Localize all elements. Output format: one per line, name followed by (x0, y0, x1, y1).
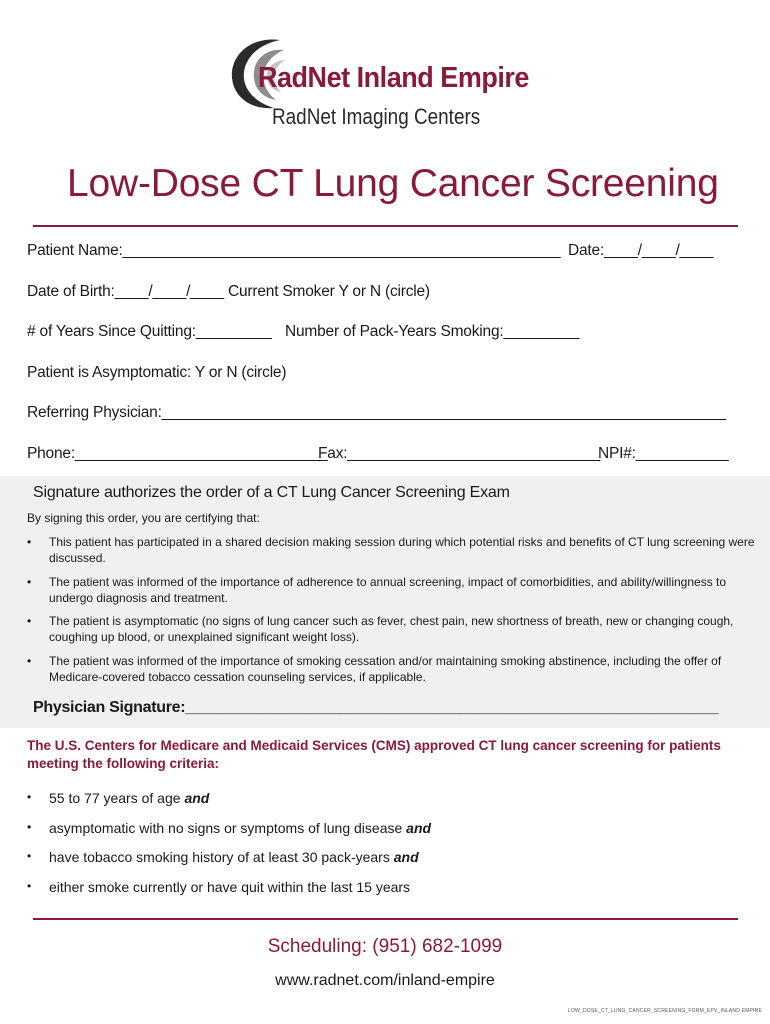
date-field[interactable]: Date:____/____/____ (568, 242, 714, 259)
criteria-text: asymptomatic with no signs or symptoms of lung disease (49, 820, 407, 836)
asymptomatic-field[interactable]: Patient is Asymptomatic: Y or N (circle) (27, 364, 287, 381)
criteria-emphasis: and (406, 820, 432, 836)
criteria-text: either smoke currently or have quit within the last 15 years (49, 879, 411, 895)
bullet-icon: • (27, 879, 32, 893)
fax-field[interactable]: Fax:______________________________ (318, 445, 600, 462)
cms-statement: The U.S. Centers for Medicare and Medicaid Services (CMS) approved CT lung cancer screening for patients meeting the following criteria: (27, 738, 721, 771)
certification-text: This patient has participated in a shared decision making session during which potential risks and benefits of CT lung screening were discussed. (49, 535, 755, 565)
bullet-icon: • (27, 535, 32, 549)
radnet-logo (228, 34, 548, 134)
brand-subtitle: RadNet Imaging Centers (272, 104, 481, 129)
phone-field[interactable]: Phone:______________________________ (27, 445, 328, 462)
criteria-emphasis: and (184, 790, 210, 806)
referring-physician-field[interactable]: Referring Physician:___________________________________________________________________ (27, 404, 726, 421)
bullet-icon: • (27, 575, 32, 589)
document-title: Low-Dose CT Lung Cancer Screening (67, 162, 719, 205)
footer-divider (33, 918, 738, 920)
bullet-icon: • (27, 849, 32, 863)
bullet-icon: • (27, 790, 32, 804)
scheduling-phone: Scheduling: (951) 682-1099 (267, 936, 503, 957)
criteria-text: have tobacco smoking history of at least 30 pack-years (49, 849, 394, 865)
authorization-intro: By signing this order, you are certifying that: (27, 511, 260, 525)
bullet-icon: • (27, 820, 32, 834)
npi-field[interactable]: NPI#:___________ (598, 445, 729, 462)
website-link[interactable]: www.radnet.com/inland-empire (275, 972, 495, 989)
title-divider (33, 225, 738, 227)
bullet-icon: • (27, 654, 32, 668)
criteria-text: 55 to 77 years of age (49, 790, 185, 806)
certification-text: The patient is asymptomatic (no signs of lung cancer such as fever, chest pain, new shortness of breath, new or changing cough, coughing up blood, or unexplained significant weight loss). (49, 614, 734, 644)
authorization-title: Signature authorizes the order of a CT Lung Cancer Screening Exam (33, 484, 510, 501)
form-code: LOW_DOSE_CT_LUNG_CANCER_SCREENING_FORM_EPV_INLAND EMPIRE (567, 1008, 762, 1014)
dob-smoker-field[interactable]: Date of Birth:____/____/____ Current Smoker Y or N (circle) (27, 283, 430, 300)
years-quitting-field[interactable]: # of Years Since Quitting:_________ (27, 323, 272, 340)
pack-years-field[interactable]: Number of Pack-Years Smoking:_________ (285, 323, 580, 340)
brand-name: RadNet Inland Empire (258, 62, 529, 94)
patient-name-field[interactable]: Patient Name:____________________________________________________ (27, 242, 561, 259)
certification-text: The patient was informed of the importance of smoking cessation and/or maintaining smoking abstinence, including the offer of Medicare-covered tobacco cessation counseling services, if applicable. (49, 654, 722, 684)
criteria-emphasis: and (393, 849, 419, 865)
bullet-icon: • (27, 614, 32, 628)
physician-signature-field[interactable]: Physician Signature:______________________________________________________________ (33, 699, 719, 716)
certification-text: The patient was informed of the importance of adherence to annual screening, impact of comorbidities, and ability/willingness to undergo diagnosis and treatment. (49, 575, 727, 605)
